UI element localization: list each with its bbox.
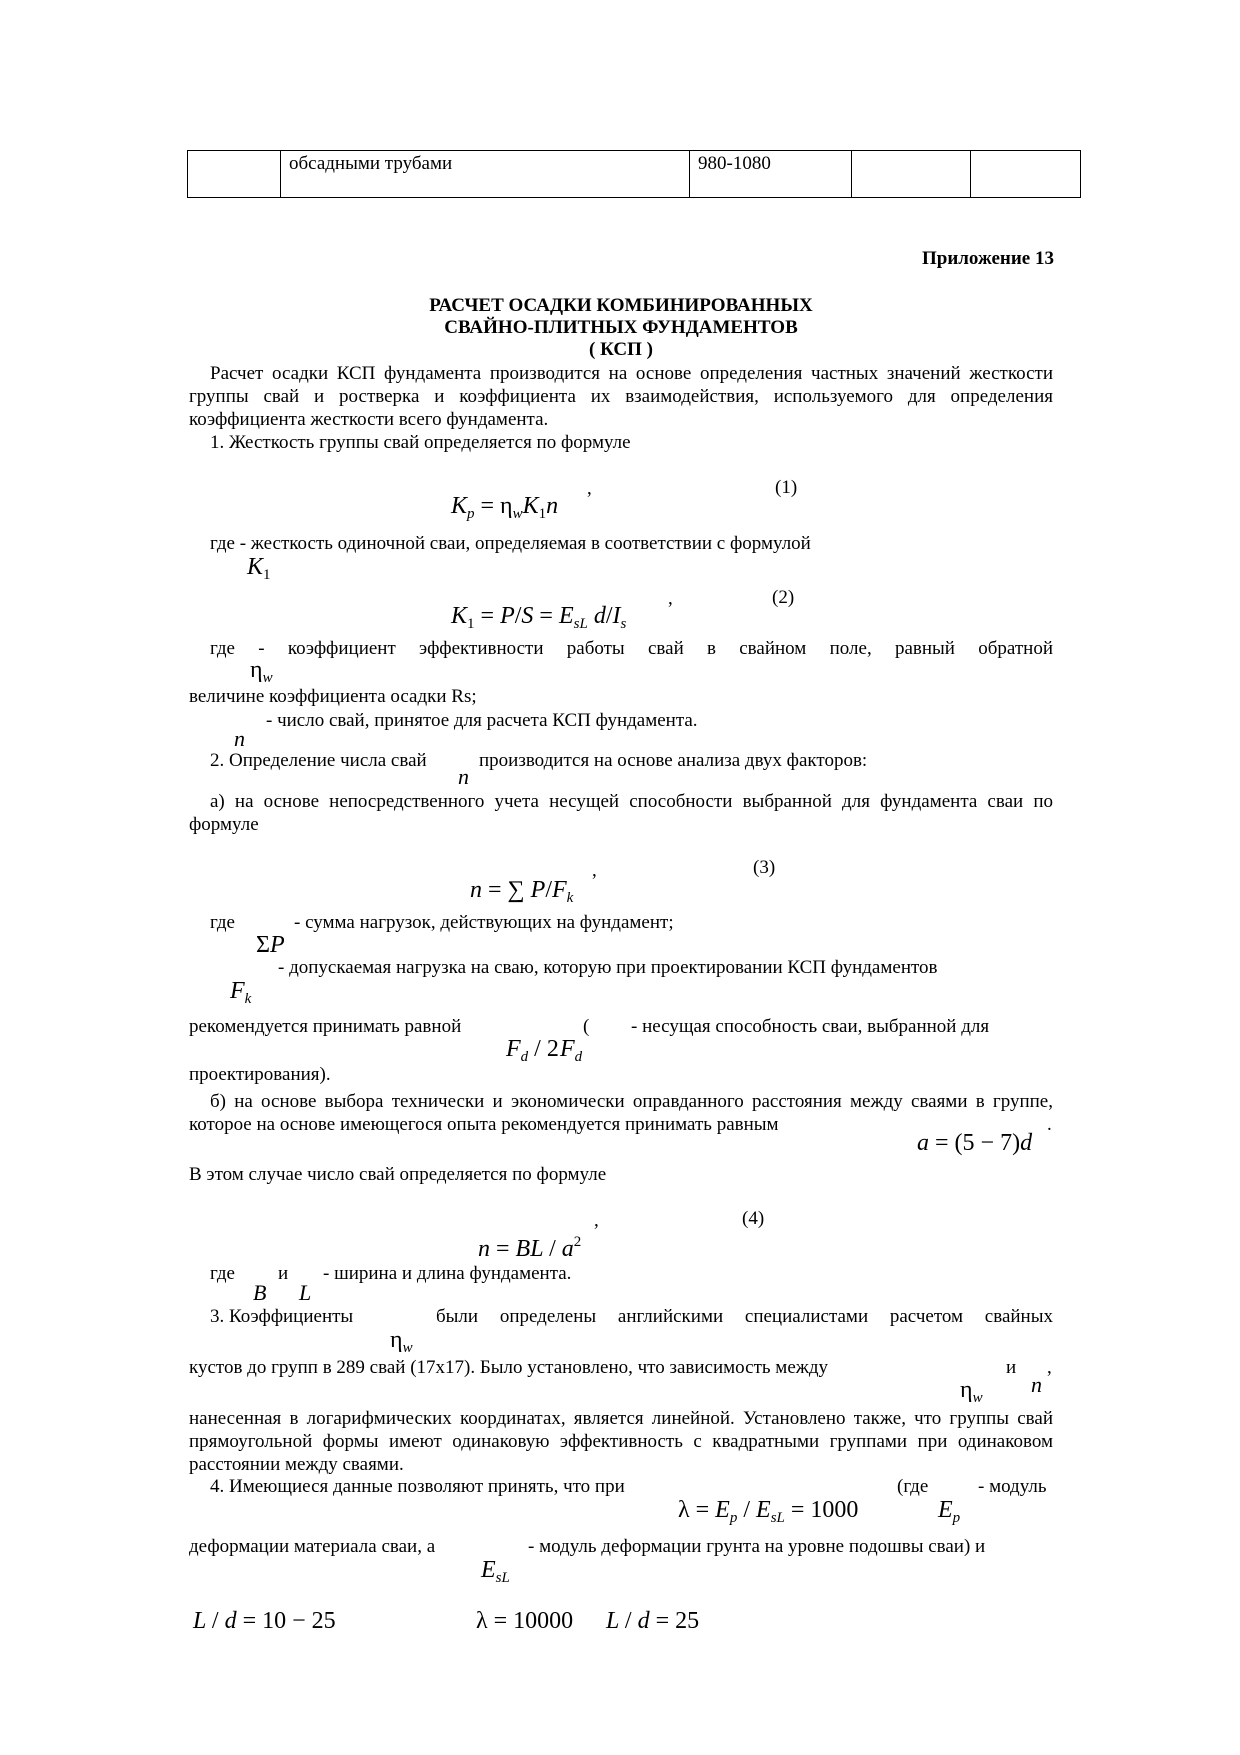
formula-3-number: (3) [753, 857, 776, 878]
paragraph-4-where: (где [897, 1476, 929, 1497]
intro-paragraph: Расчет осадки КСП фундамента производится на основе определения частных значений жесткости группы свай и ростверка и коэффициента их взаимодействия, используемого для определения коэффициента жесткости всего фундамента. [189, 363, 1053, 430]
formula-4: n = BL / $a^2$ [478, 1234, 582, 1262]
symbol-esl: $E_{sL}$ [481, 1557, 510, 1586]
formula-2-comma: , [668, 588, 673, 609]
symbol-fk: $F_k$ [230, 978, 252, 1007]
formula-ld-25: L / d = 25 [606, 1608, 700, 1634]
paragraph-3-start: 3. Коэффициенты [210, 1306, 354, 1327]
formula-spacing: a = (5 − 7)d [917, 1130, 1033, 1156]
title-line-1: РАСЧЕТ ОСАДКИ КОМБИНИРОВАННЫХ [429, 295, 813, 316]
symbol-fd: $F_d$ [560, 1036, 583, 1065]
symbol-n: n [458, 764, 469, 789]
formula-4-comma: , [594, 1210, 599, 1231]
paragraph-4-line-2-end: - модуль деформации грунта на уровне подошвы сваи) и [528, 1536, 986, 1557]
formula-2-number: (2) [772, 587, 795, 608]
paragraph-3-end: были определены английскими специалистами расчетом свайных [436, 1306, 1053, 1327]
formula-lambda: $\lambda = E_p / E_{sL} = 1000$ [678, 1497, 859, 1526]
where-eta-text: где - коэффициент эффективности работы свай в свайном поле, равный обратной [210, 638, 1053, 659]
paragraph-3-rest: нанесенная в логарифмических координатах, является линейной. Установлено также, что группы свай прямоугольной формы имеют одинаковую эффективность с квадратными группами при одинаковом расстоянии между сваями. [189, 1408, 1053, 1475]
paragraph-4-line-2-start: деформации материала сваи, а [189, 1536, 436, 1557]
where-eta-continuation: величине коэффициента осадки Rs; [189, 686, 477, 707]
paragraph-2a: а) на основе непосредственного учета несущей способности выбранной для фундамента сваи по формуле [189, 791, 1053, 835]
fd-description: - несущая способность сваи, выбранной для [631, 1016, 990, 1037]
paragraph-2-start: 2. Определение числа свай [210, 750, 427, 771]
paragraph-2-end: производится на основе анализа двух факторов: [479, 750, 868, 771]
symbol-b: B [253, 1280, 267, 1305]
paren-open: ( [583, 1016, 590, 1037]
formula-3: n = ∑ $P/F_k$ [470, 877, 574, 906]
title-line-2: СВАЙНО-ПЛИТНЫХ ФУНДАМЕНТОВ [444, 317, 798, 338]
formula-1: $K_p = \eta_wK_1n$ [451, 493, 559, 522]
table-cell [852, 151, 971, 198]
fk-recommend-continuation: проектирования). [189, 1064, 331, 1085]
paragraph-3-line-2-comma: , [1047, 1357, 1052, 1378]
paragraph-1: 1. Жесткость группы свай определяется по формуле [210, 432, 631, 453]
title-line-3: ( КСП ) [589, 339, 653, 360]
where-bl-label: где [210, 1263, 235, 1284]
where-sum-text: - сумма нагрузок, действующих на фундамент; [294, 912, 674, 933]
appendix-label: Приложение 13 [921, 248, 1054, 269]
symbol-n: n [1031, 1372, 1042, 1397]
where-bl-and: и [278, 1263, 289, 1284]
table-cell [971, 151, 1081, 198]
table-row [188, 151, 1081, 198]
where-k1-text: где - жесткость одиночной сваи, определяемая в соответствии с формулой [210, 533, 811, 554]
symbol-k1: $K_1$ [247, 554, 271, 583]
paragraph-2b: б) на основе выбора технически и экономически оправданного расстояния между сваями в группе, которое на основе имеющегося опыта рекомендуется принимать равным [189, 1091, 1053, 1135]
paragraph-2b-continuation: В этом случае число свай определяется по формуле [189, 1164, 607, 1185]
where-bl-text: - ширина и длина фундамента. [323, 1263, 572, 1284]
symbol-n: n [234, 726, 245, 751]
formula-2: $K_1 = P/S = E_{sL}$ $d/I_s$ [451, 603, 627, 632]
paragraph-4-modulus: - модуль [978, 1476, 1047, 1497]
formula-fd-half: $F_d / 2$ [506, 1036, 559, 1065]
symbol-eta-w: $\eta_w$ [250, 657, 273, 686]
formula-1-number: (1) [775, 477, 798, 498]
paragraph-4-start: 4. Имеющиеся данные позволяют принять, что при [210, 1476, 625, 1497]
symbol-eta-w: $\eta_w$ [960, 1377, 983, 1406]
paragraph-2b-period: . [1047, 1114, 1052, 1135]
formula-3-comma: , [592, 860, 597, 881]
formula-1-comma: , [587, 478, 592, 499]
table-cell: обсадными трубами [281, 151, 690, 198]
symbol-l: L [299, 1280, 312, 1305]
paragraph-3-line-2-and: и [1006, 1357, 1017, 1378]
formula-ld-range: L / d = 10 − 25 [193, 1608, 336, 1634]
formula-4-number: (4) [742, 1208, 765, 1229]
paragraph-3-line-2: кустов до групп в 289 свай (17х17). Было установлено, что зависимость между [189, 1357, 829, 1378]
symbol-ep: $E_p$ [938, 1497, 961, 1526]
table-cell [188, 151, 281, 198]
symbol-eta-w: $\eta_w$ [390, 1327, 413, 1356]
formula-lambda-10000: λ = 10000 [476, 1608, 574, 1634]
fk-recommend-text: рекомендуется принимать равной [189, 1016, 462, 1037]
materials-table [187, 150, 1081, 198]
where-n-text: - число свай, принятое для расчета КСП фундамента. [266, 710, 698, 731]
symbol-sum-p: ΣP [256, 932, 285, 958]
table-cell: 980-1080 [690, 151, 852, 198]
where-sum-label: где [210, 912, 235, 933]
fk-text: - допускаемая нагрузка на сваю, которую при проектировании КСП фундаментов [278, 957, 938, 978]
